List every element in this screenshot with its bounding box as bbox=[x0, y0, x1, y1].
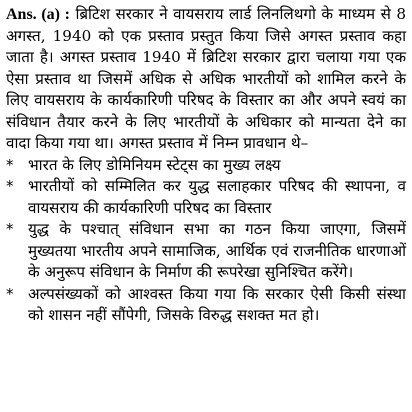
answer-text: ब्रिटिश सरकार ने वायसराय लार्ड लिनलिथगो के माध्यम से 8 अगस्त, 1940 को एक प्रस्ताव प्रस्तुत किया जिसे अगस्त प्रस्ताव कहा जाता है। अगस्त प्रस्ताव 1940 में ब्रिटिश सरकार द्वारा चलाया गया एक ऐसा प्रस्ताव था जिसमें अधिक से अधिक भारतीयों को शामिल करने के लिए वायसराय के कार्यकारिणी परिषद के विस्तार का और अपने स्वयं का संविधान तैयार करने के लिए भारतीयों के अधिकार को मान्यता देने का वादा किया गया था। अगस्त प्रस्ताव में निम्न प्रावधान थे– bbox=[6, 5, 407, 152]
answer-label: Ans. (a) : bbox=[6, 6, 70, 23]
bullet-star-icon: * bbox=[6, 220, 14, 238]
provision-item bbox=[6, 176, 406, 219]
provision-item bbox=[6, 219, 406, 284]
provision-item bbox=[6, 284, 406, 327]
provisions-list bbox=[6, 155, 406, 327]
provision-text: युद्ध के पश्चात् संविधान सभा का गठन किया जाएगा, जिसमें मुख्यतया भारतीय अपने सामाजिक, आर्थिक एवं राजनीतिक धारणाओं के अनुरूप संविधान के निर्माण की रूपरेखा सुनिश्चित करेंगे। bbox=[28, 220, 406, 281]
provision-text: भारतीयों को सम्मिलित कर युद्ध सलाहकार परिषद की स्थापना, व वायसराय की कार्यकारिणी परिषद का विस्तार bbox=[28, 177, 406, 217]
bullet-star-icon: * bbox=[6, 177, 14, 195]
bullet-star-icon: * bbox=[6, 155, 14, 174]
provision-item bbox=[6, 155, 406, 177]
bullet-star-icon: * bbox=[6, 284, 14, 303]
answer-paragraph bbox=[6, 4, 406, 155]
answer-document bbox=[6, 4, 406, 327]
provision-text: भारत के लिए डोमिनियम स्टेट्स का मुख्य लक्ष्य bbox=[28, 155, 281, 174]
provision-text: अल्पसंख्यकों को आश्वस्त किया गया कि सरकार ऐसी किसी संस्था को शासन नहीं सौंपेगी, जिसके विरुद्ध सशक्त मत हो। bbox=[28, 284, 406, 324]
